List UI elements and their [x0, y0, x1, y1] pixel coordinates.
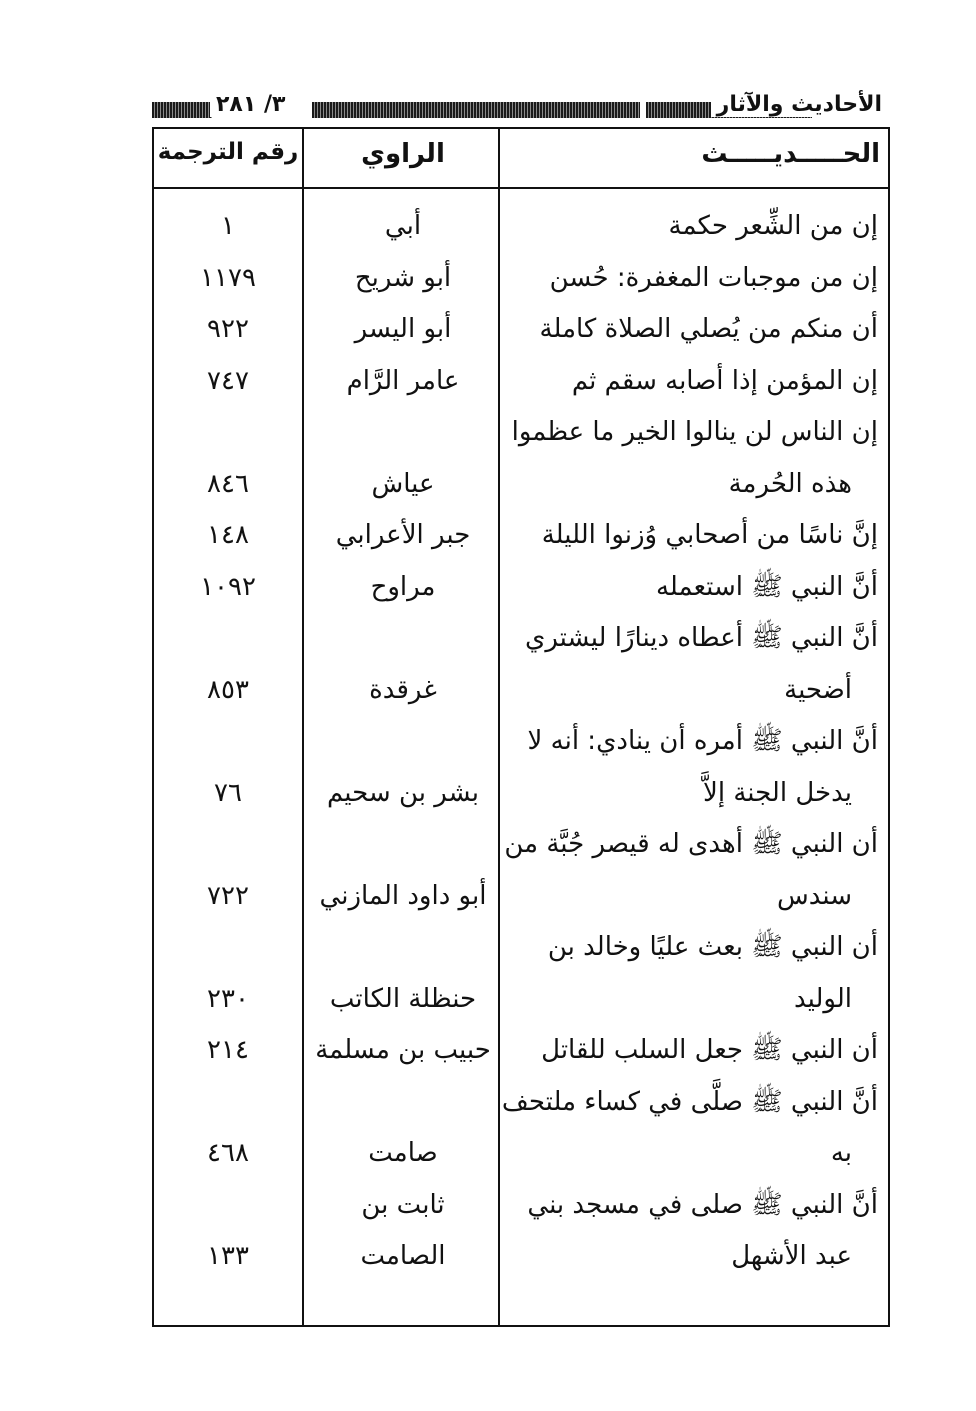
narrator-name: حبيب بن مسلمة	[315, 1035, 491, 1065]
narrator-name: غرقدة	[369, 674, 437, 705]
hadith-text: سندس	[776, 880, 852, 911]
narrator-name: أبي	[384, 211, 422, 241]
entry-number: ١٠٩٢	[200, 571, 256, 602]
entry-number: ٢٣٠	[207, 983, 249, 1014]
narrator-name: عامر الرَّام	[346, 365, 460, 396]
entry-number: ١	[221, 211, 235, 241]
narrator-name: حنظلة الكاتب	[329, 983, 477, 1014]
hadith-text: إنَّ ناسًا من أصحابي وُزنوا الليلة	[541, 520, 878, 550]
hadith-text: أنَّ النبي ﷺ استعمله	[655, 571, 878, 602]
hadith-text: به	[830, 1138, 852, 1168]
hadith-text: الوليد	[794, 983, 852, 1014]
column-header-entry-number: رقم الترجمة	[157, 139, 299, 165]
hadith-text: إن المؤمن إذا أصابه سقم ثم	[571, 365, 878, 396]
hadith-text: أنَّ النبي ﷺ صلَّى في كساء ملتحف	[501, 1086, 878, 1117]
entry-number: ١٣٣	[207, 1241, 249, 1271]
hadith-text: أن منكم من يُصلي الصلاة كاملة	[539, 314, 878, 344]
hadith-text: أضحية	[784, 674, 852, 705]
column-header-narrator: الراوي	[361, 139, 445, 169]
narrator-name: أبو شريح	[354, 262, 452, 293]
entry-number: ٤٦٨	[207, 1138, 249, 1168]
narrator-name: عياش	[371, 468, 435, 499]
narrator-name: صامت	[368, 1138, 438, 1168]
narrator-name: مراوح	[370, 571, 436, 602]
running-title: الأحاديث والآثار	[711, 92, 888, 117]
entry-number: ١١٧٩	[200, 262, 256, 293]
header-divider	[154, 187, 888, 189]
header-rule-middle	[312, 102, 640, 118]
hadith-text: أنَّ النبي ﷺ أعطاه دينارًا ليشتري	[524, 623, 878, 653]
entry-number: ٧٢٢	[207, 880, 249, 911]
hadith-text: يدخل الجنة إلاَّ	[703, 777, 852, 808]
narrator-name: جبر الأعرابي	[335, 520, 471, 550]
hadith-text: أنَّ النبي ﷺ صلى في مسجد بني	[527, 1189, 878, 1220]
page-number: ٣/ ٢٨١	[210, 92, 291, 117]
narrator-name: أبو اليسر	[354, 314, 452, 344]
entry-number: ٧٦	[214, 777, 242, 808]
entry-number: ٩٢٢	[207, 314, 249, 344]
entry-number: ٢١٤	[207, 1035, 249, 1065]
hadith-text: عبد الأشهل	[731, 1241, 852, 1271]
hadith-text: إن الناس لن ينالوا الخير ما عظموا	[511, 417, 878, 447]
header-rule-left	[152, 102, 212, 118]
hadith-text: هذه الحُرمة	[728, 468, 852, 499]
entry-number: ٨٥٣	[207, 674, 249, 705]
hadith-text: أن النبي ﷺ جعل السلب للقاتل	[541, 1035, 878, 1065]
hadith-text: إن من موجبات المغفرة: حُسن	[549, 262, 878, 293]
hadith-text: أن النبي ﷺ أهدى له قيصر جُبَّة من	[504, 829, 878, 859]
entry-number: ٨٤٦	[207, 468, 249, 499]
column-header-hadith: الحـــــديـــــث	[701, 139, 880, 169]
entry-number: ١٤٨	[207, 520, 249, 550]
narrator-name: بشر بن سحيم	[326, 777, 480, 808]
narrator-name: ثابت بن	[361, 1189, 445, 1220]
hadith-text: أنَّ النبي ﷺ أمره أن ينادي: أنه لا	[527, 726, 878, 756]
hadith-index-table	[152, 127, 890, 1327]
narrator-name: الصامت	[360, 1241, 446, 1271]
entry-number: ٧٤٧	[207, 365, 249, 396]
narrator-name: أبو داود المازني	[319, 880, 487, 911]
hadith-text: إن من الشِّعر حكمة	[668, 211, 878, 241]
hadith-text: أن النبي ﷺ بعث عليًا وخالد بن	[547, 932, 878, 962]
column-divider	[302, 129, 304, 1325]
